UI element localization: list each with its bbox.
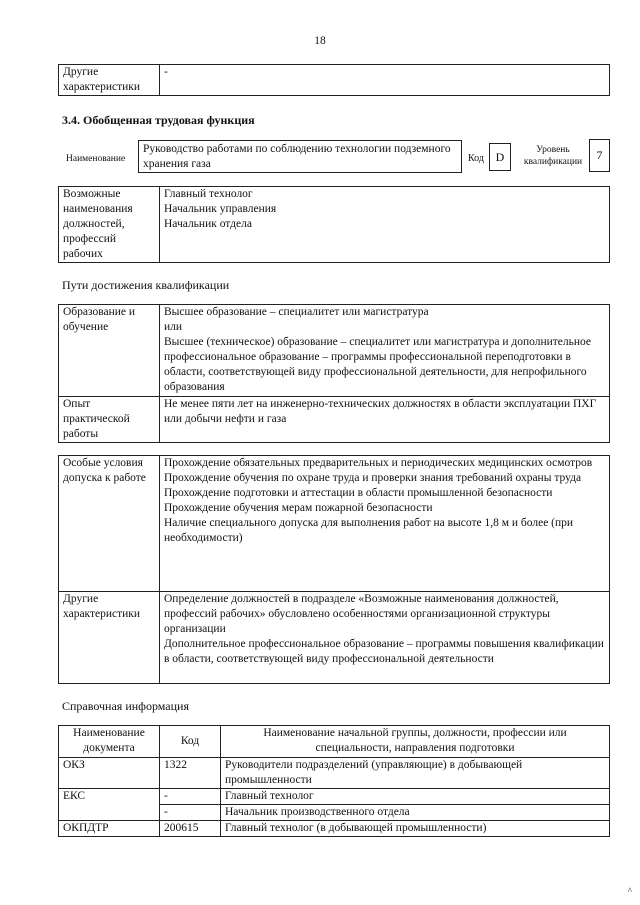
table-row — [59, 789, 610, 805]
conditions-table — [58, 455, 610, 684]
condition-line: Прохождение обучения по охране труда и проверки знания требований охраны труда — [164, 472, 582, 484]
reference-header-name: Наименование начальной группы, должности, профессии или специальности, направления подготовки — [221, 726, 610, 758]
special-conditions-label: Особые условия допуска к работе — [59, 456, 160, 592]
reference-cell: ЕКС — [59, 789, 160, 821]
reference-header-document: Наименование документа — [59, 726, 160, 758]
condition-line: Прохождение подготовки и аттестации в области промышленной безопасности — [164, 487, 553, 499]
reference-cell: ОКПДТР — [59, 821, 160, 837]
positions-table — [58, 186, 610, 263]
section-title: 3.4. Обобщенная трудовая функция — [62, 113, 255, 127]
corner-mark: ^ — [627, 886, 632, 896]
reference-table — [58, 725, 610, 837]
reference-cell: ОКЗ — [59, 758, 160, 789]
reference-cell: Главный технолог (в добывающей промышленности) — [221, 821, 610, 837]
other-line: Определение должностей в подразделе «Возможные наименования должностей, профессий рабочих» обусловлено особенностями организационной структуры организации — [164, 593, 559, 635]
education-value — [160, 305, 610, 397]
code-label: Код — [468, 153, 484, 164]
reference-cell: Главный технолог — [221, 789, 610, 805]
other-label: Другие характеристики — [59, 592, 160, 684]
page-number: 18 — [314, 35, 326, 47]
reference-cell: Начальник производственного отдела — [221, 805, 610, 821]
reference-cell: 200615 — [160, 821, 221, 837]
education-line: Высшее (техническое) образование – специалитет или магистратура и дополнительное профессиональное образование – программы профессиональной переподготовки в области, соответствующей виду профессиональной деятельности, для непрофильного образования — [164, 336, 592, 393]
education-line: Высшее образование – специалитет или магистратура — [164, 306, 429, 318]
other-line: Дополнительное профессиональное образование – программы повышения квалификации в области, соответствующей виду профессиональной деятельности — [164, 638, 604, 665]
positions-list — [160, 187, 610, 263]
other-characteristics-top-table — [58, 64, 610, 96]
qualification-heading: Пути достижения квалификации — [62, 278, 230, 292]
experience-label: Опыт практической работы — [59, 397, 160, 443]
reference-cell: - — [160, 805, 221, 821]
education-label: Образование и обучение — [59, 305, 160, 397]
reference-cell: Руководители подразделений (управляющие) в добывающей промышленности — [221, 758, 610, 789]
table-row — [59, 758, 610, 789]
reference-cell: 1322 — [160, 758, 221, 789]
positions-label: Возможные наименования должностей, профессий рабочих — [59, 187, 160, 263]
condition-line: Наличие специального допуска для выполнения работ на высоте 1,8 м и более (при необходимости) — [164, 517, 574, 544]
reference-cell: - — [160, 789, 221, 805]
experience-value: Не менее пяти лет на инженерно-технических должностях в области эксплуатации ПХГ или добычи нефти и газа — [160, 397, 610, 443]
qualification-table — [58, 304, 610, 443]
position-item: Главный технолог — [164, 188, 253, 200]
code-value-box: D — [489, 143, 511, 171]
special-conditions-value — [160, 456, 610, 592]
name-label: Наименование — [66, 154, 126, 164]
education-line: или — [164, 321, 183, 333]
function-name-box — [138, 140, 462, 173]
condition-line: Прохождение обязательных предварительных и периодических медицинских осмотров — [164, 457, 593, 469]
function-name-value: Руководство работами по соблюдению технологии подземного хранения газа — [143, 143, 451, 170]
level-label: Уровень квалификации — [523, 145, 583, 167]
reference-heading: Справочная информация — [62, 699, 189, 713]
table-row — [59, 821, 610, 837]
condition-line: Прохождение обучения мерам пожарной безопасности — [164, 502, 433, 514]
position-item: Начальник управления — [164, 203, 277, 215]
position-item: Начальник отдела — [164, 218, 252, 230]
other-characteristics-label: Другие характеристики — [59, 65, 160, 96]
reference-header-code: Код — [160, 726, 221, 758]
other-value — [160, 592, 610, 684]
level-value-box: 7 — [589, 139, 610, 172]
other-characteristics-value: - — [160, 65, 610, 96]
